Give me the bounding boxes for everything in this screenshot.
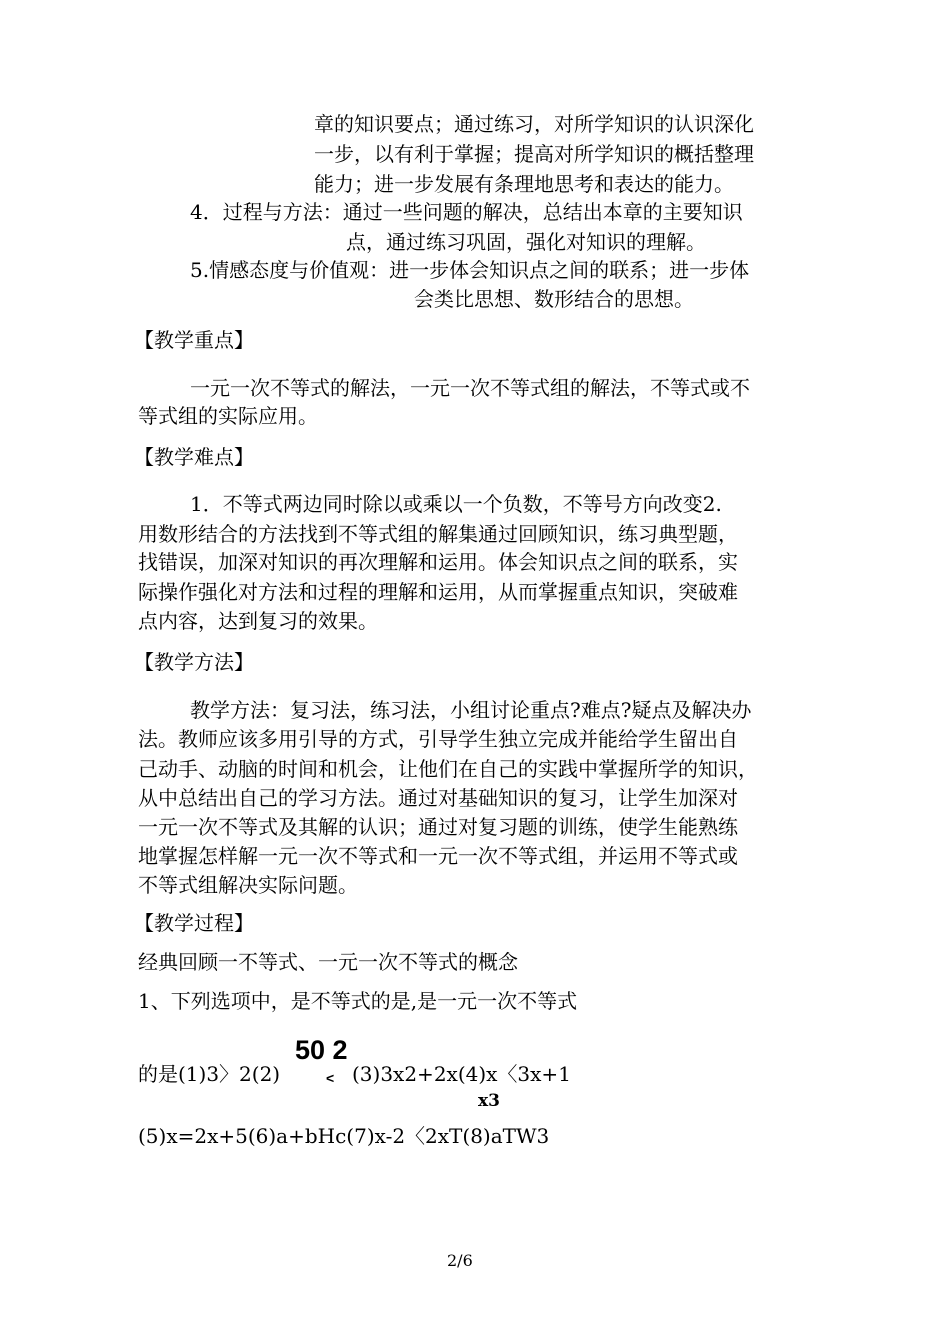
methods-line-3: 己动手、动脑的时间和机会，让他们在自己的实践中掌握所学的知识，	[138, 757, 758, 781]
objective-3-line-1: 章的知识要点；通过练习，对所学知识的认识深化	[314, 112, 754, 136]
difficulties-line-2: 用数形结合的方法找到不等式组的解集通过回顾知识，练习典型题，	[138, 522, 738, 546]
objective-5-line-1: 5.情感态度与价值观：进一步体会知识点之间的联系；进一步体	[190, 258, 750, 282]
key-points-line-1: 一元一次不等式的解法，一元一次不等式组的解法，不等式或不	[190, 376, 750, 400]
heading-difficulties: 【教学难点】	[134, 445, 254, 469]
objective-4-line-1: 4．过程与方法：通过一些问题的解决，总结出本章的主要知识	[190, 200, 743, 224]
methods-line-1: 教学方法：复习法，练习法，小组讨论重点?难点?疑点及解决办	[190, 698, 752, 722]
difficulties-line-4: 际操作强化对方法和过程的理解和运用，从而掌握重点知识，突破难	[138, 580, 738, 604]
methods-line-5: 一元一次不等式及其解的认识；通过对复习题的训练，使学生能熟练	[138, 815, 738, 839]
less-than-symbol: <	[326, 1070, 335, 1086]
methods-line-7: 不等式组解决实际问题。	[138, 873, 358, 897]
methods-line-2: 法。教师应该多用引导的方式，引导学生独立完成并能给学生留出自	[138, 727, 738, 751]
methods-line-6: 地掌握怎样解一元一次不等式和一元一次不等式组，并运用不等式或	[138, 844, 738, 868]
options-line-a-prefix: 的是(1)3〉2(2)	[138, 1062, 281, 1086]
objective-5-line-2: 会类比思想、数形结合的思想。	[414, 287, 694, 311]
options-line-b: (5)x=2x+5(6)a+bHc(7)x-2〈2xT(8)aTW3	[138, 1124, 550, 1148]
objective-4-line-2: 点，通过练习巩固，强化对知识的理解。	[346, 230, 706, 254]
fraction-denominator: x3	[478, 1091, 500, 1111]
heading-methods: 【教学方法】	[134, 650, 254, 674]
difficulties-line-5: 点内容，达到复习的效果。	[138, 609, 378, 633]
methods-line-4: 从中总结出自己的学习方法。通过对基础知识的复习，让学生加深对	[138, 786, 738, 810]
objective-3-line-2: 一步，以有利于掌握；提高对所学知识的概括整理	[314, 142, 754, 166]
key-points-line-2: 等式组的实际应用。	[138, 404, 318, 428]
difficulties-line-1: 1．不等式两边同时除以或乘以一个负数，不等号方向改变2.	[190, 492, 722, 516]
page-number: 2/6	[447, 1251, 473, 1270]
question-1: 1、下列选项中，是不等式的是,是一元一次不等式	[138, 989, 578, 1013]
review-title: 经典回顾一不等式、一元一次不等式的概念	[138, 950, 518, 974]
heading-process: 【教学过程】	[134, 911, 254, 935]
heading-key-points: 【教学重点】	[134, 328, 254, 352]
objective-3-line-3: 能力；进一步发展有条理地思考和表达的能力。	[314, 172, 734, 196]
fraction-numerator: 50 2	[295, 1035, 348, 1065]
options-line-a-suffix: (3)3x2+2x(4)x〈3x+1	[352, 1062, 571, 1086]
difficulties-line-3: 找错误，加深对知识的再次理解和运用。体会知识点之间的联系，实	[138, 550, 738, 574]
